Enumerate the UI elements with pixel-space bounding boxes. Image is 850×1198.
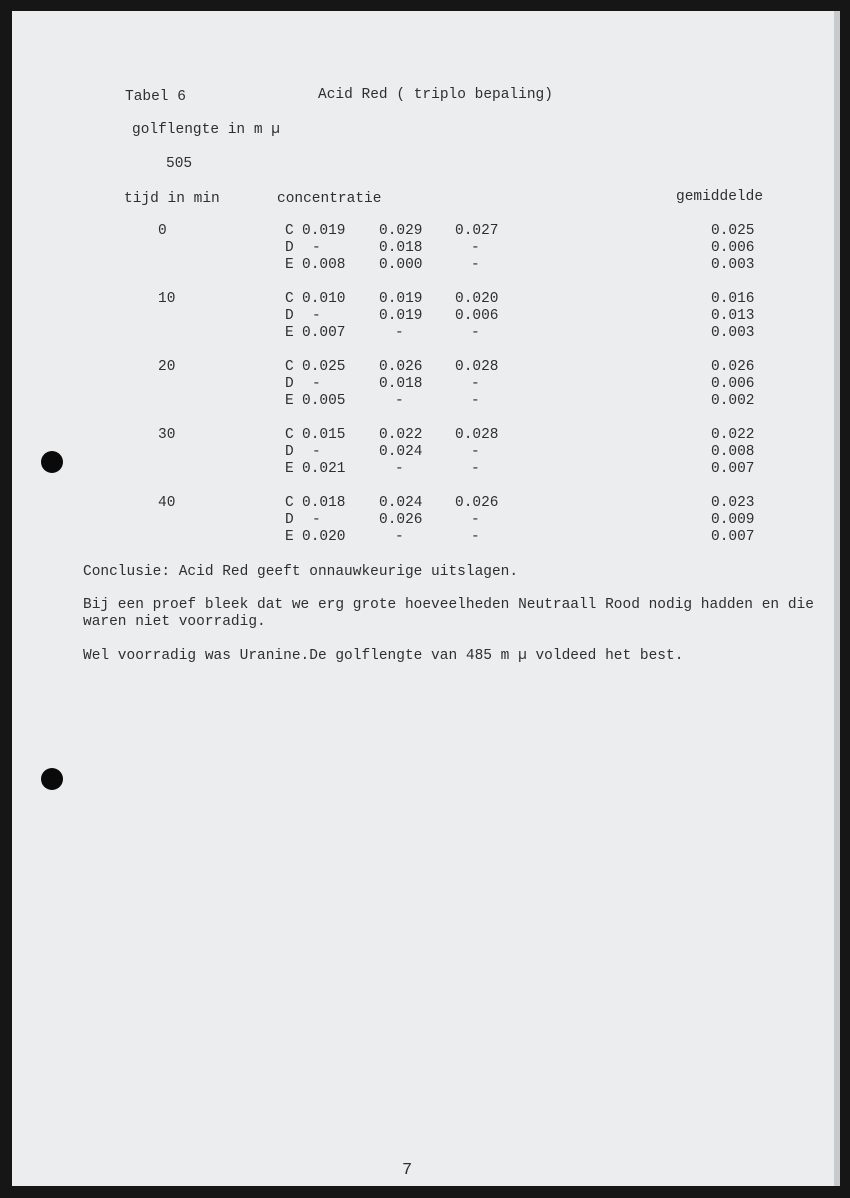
series-label: E [285,461,294,477]
punch-hole [41,768,63,790]
punch-hole [41,451,63,473]
series-label: D [285,444,294,460]
concentration-value: 0.027 [455,223,499,239]
concentration-value: 0.025 [302,359,346,375]
average-value: 0.007 [711,461,755,477]
time-value: 30 [158,427,176,443]
document-page [12,11,840,1186]
average-value: 0.013 [711,308,755,324]
series-label: D [285,308,294,324]
time-value: 20 [158,359,176,375]
wavelength-value: 505 [166,156,193,172]
average-value: 0.003 [711,257,755,273]
concentration-value: 0.006 [455,308,499,324]
concentration-value: 0.026 [455,495,499,511]
average-value: 0.002 [711,393,755,409]
average-value: 0.006 [711,240,755,256]
series-label: C [285,291,294,307]
series-label: D [285,512,294,528]
concentration-value: 0.024 [379,495,423,511]
concentration-value: - [312,308,321,324]
concentration-value: 0.026 [379,359,423,375]
column-header-time: tijd in min [124,191,220,207]
concentration-value: - [312,240,321,256]
concentration-value: 0.018 [302,495,346,511]
average-value: 0.025 [711,223,755,239]
concentration-value: - [471,240,480,256]
series-label: D [285,376,294,392]
concentration-value: 0.010 [302,291,346,307]
table-title: Acid Red ( triplo bepaling) [318,87,553,103]
series-label: E [285,325,294,341]
series-label: E [285,529,294,545]
concentration-value: 0.024 [379,444,423,460]
concentration-value: 0.029 [379,223,423,239]
concentration-value: - [471,257,480,273]
concentration-value: 0.008 [302,257,346,273]
concentration-value: - [471,393,480,409]
concentration-value: 0.019 [302,223,346,239]
concentration-value: - [471,529,480,545]
wavelength-label: golflengte in m µ [132,122,280,138]
concentration-value: - [312,512,321,528]
concentration-value: 0.028 [455,427,499,443]
concentration-value: - [471,325,480,341]
concentration-value: 0.015 [302,427,346,443]
series-label: C [285,495,294,511]
series-label: E [285,257,294,273]
concentration-value: 0.000 [379,257,423,273]
concentration-value: - [312,444,321,460]
concentration-value: 0.018 [379,240,423,256]
average-value: 0.016 [711,291,755,307]
concentration-value: 0.022 [379,427,423,443]
concentration-value: 0.019 [379,308,423,324]
concentration-value: - [471,512,480,528]
concentration-value: 0.021 [302,461,346,477]
average-value: 0.003 [711,325,755,341]
concentration-value: - [471,461,480,477]
concentration-value: - [395,325,404,341]
series-label: D [285,240,294,256]
average-value: 0.023 [711,495,755,511]
column-header-concentration: concentratie [277,191,382,207]
paragraph-line: Bij een proef bleek dat we erg grote hoeveelheden Neutraall Rood nodig hadden en die [83,597,814,613]
table-label: Tabel 6 [125,89,186,105]
paragraph-line: waren niet voorradig. [83,614,266,630]
concentration-value: 0.007 [302,325,346,341]
concentration-value: 0.005 [302,393,346,409]
average-value: 0.009 [711,512,755,528]
time-value: 10 [158,291,176,307]
concentration-value: - [395,529,404,545]
average-value: 0.008 [711,444,755,460]
concentration-value: 0.026 [379,512,423,528]
series-label: E [285,393,294,409]
concentration-value: 0.019 [379,291,423,307]
average-value: 0.022 [711,427,755,443]
concentration-value: 0.020 [302,529,346,545]
conclusion-text: Conclusie: Acid Red geeft onnauwkeurige uitslagen. [83,564,519,580]
series-label: C [285,359,294,375]
concentration-value: 0.020 [455,291,499,307]
page-number: 7 [402,1161,413,1180]
series-label: C [285,223,294,239]
average-value: 0.026 [711,359,755,375]
concentration-value: - [395,393,404,409]
concentration-value: - [395,461,404,477]
concentration-value: 0.028 [455,359,499,375]
average-value: 0.007 [711,529,755,545]
concentration-value: - [312,376,321,392]
concentration-value: 0.018 [379,376,423,392]
column-header-average: gemiddelde [676,189,764,205]
concentration-value: - [471,376,480,392]
time-value: 0 [158,223,167,239]
average-value: 0.006 [711,376,755,392]
series-label: C [285,427,294,443]
paragraph-line: Wel voorradig was Uranine.De golflengte van 485 m µ voldeed het best. [83,648,684,664]
concentration-value: - [471,444,480,460]
time-value: 40 [158,495,176,511]
